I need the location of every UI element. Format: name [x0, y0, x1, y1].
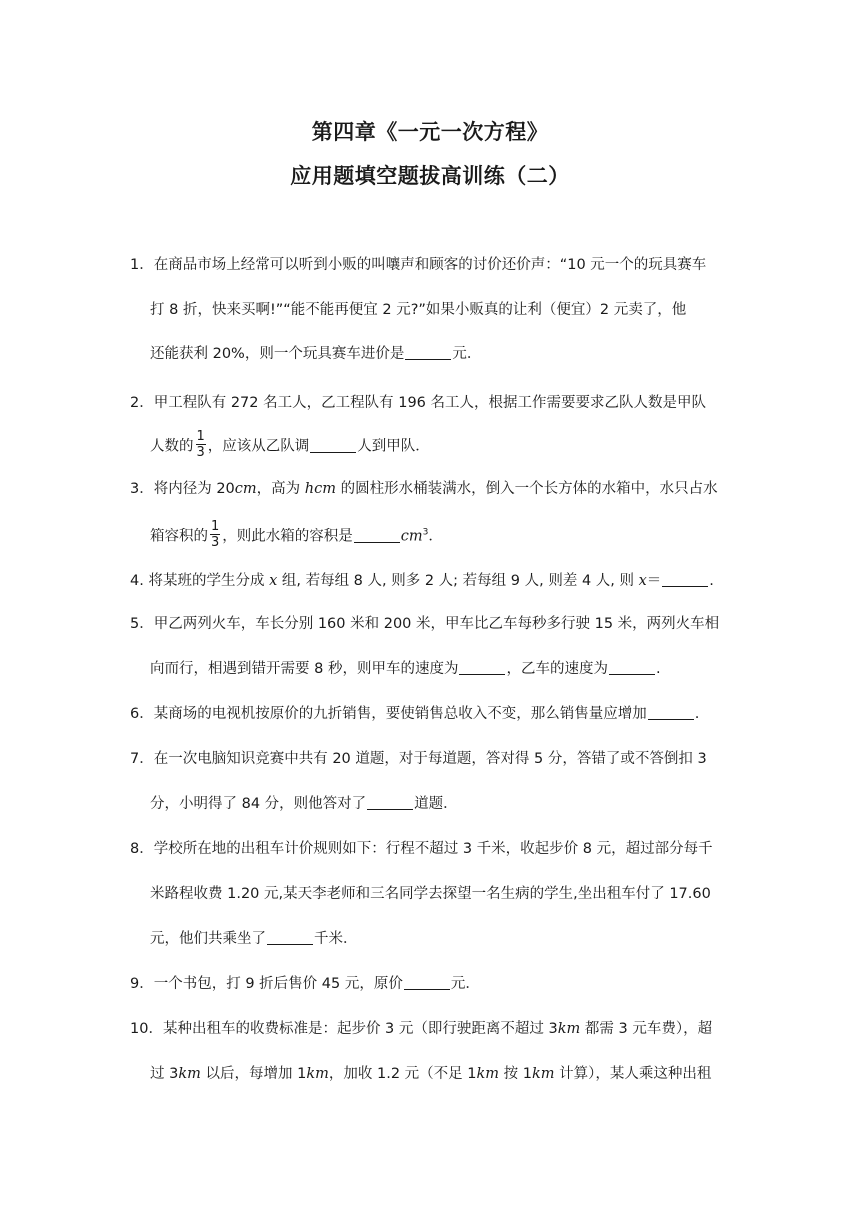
text-span: . [694, 706, 700, 722]
text-span: 还能获利 20%，则一个玩具赛车进价是 [150, 346, 405, 362]
text-span: 3．将内径为 20 [130, 481, 235, 497]
answer-blank[interactable] [405, 345, 451, 360]
unit-text: km [532, 1066, 555, 1082]
question-10-line-1 [130, 1019, 740, 1039]
text-span: 分，小明得了 84 分，则他答对了 [150, 796, 367, 812]
question-10-line-2 [150, 1064, 760, 1084]
fraction-numerator: 1 [211, 519, 220, 534]
answer-blank[interactable] [648, 705, 694, 720]
question-4-line-1 [130, 571, 740, 591]
answer-blank[interactable] [662, 572, 708, 587]
chapter-title: 第四章《一元一次方程》 [311, 120, 549, 144]
text-span: 按 1 [499, 1066, 533, 1082]
variable-text: x [638, 573, 647, 589]
text-span: 元． [450, 976, 480, 992]
question-5-line-2 [150, 659, 760, 679]
text-span: 组, 若每组 8 人, 则多 2 人; 若每组 9 人, 则差 4 人, 则 [277, 573, 639, 589]
fraction [196, 429, 206, 460]
text-span: 元． [452, 346, 482, 362]
unit-text: km [476, 1066, 500, 1082]
text-span: 向而行，相遇到错开需要 8 秒，则甲车的速度为 [150, 661, 459, 677]
question-8-line-1: 8．学校所在地的出租车计价规则如下：行程不超过 3 千米，收起步价 8 元，超过部分每千 [130, 841, 713, 857]
answer-blank[interactable] [267, 930, 313, 945]
text-span: 箱容积的 [150, 528, 208, 545]
answer-blank[interactable] [459, 660, 505, 675]
question-8-line-2: 米路程收费 1.20 元,某天李老师和三名同学去探望一名生病的学生,坐出租车付了 17.60 [150, 886, 711, 902]
fraction-denominator: 3 [196, 445, 205, 460]
unit-text: hcm [304, 481, 336, 497]
text-span: ，加收 1.2 元（不足 1 [328, 1066, 477, 1082]
unit-text: cm [400, 528, 423, 545]
text-span: ，则此水箱的容积是 [222, 528, 353, 545]
variable-text: x [269, 573, 278, 589]
text-span: 千米． [314, 931, 358, 947]
text-span: ． [428, 528, 443, 545]
question-6-line-1 [130, 704, 740, 724]
text-span: ，乙车的速度为 [506, 661, 608, 677]
text-span: . [655, 661, 661, 677]
text-span: 过 3 [150, 1066, 179, 1082]
answer-blank[interactable] [404, 975, 450, 990]
text-span: 道题． [414, 796, 458, 812]
answer-blank[interactable] [367, 795, 413, 810]
superscript: 3 [422, 527, 429, 538]
unit-text: km [557, 1021, 581, 1037]
question-7-line-2 [150, 794, 760, 814]
fraction [210, 519, 220, 550]
text-span: 人数的 [150, 438, 194, 455]
text-span: 的圆柱形水桶装满水，倒入一个长方体的水箱中，水只占水 [336, 481, 718, 497]
text-span: 9．一个书包，打 9 折后售价 45 元，原价 [130, 976, 403, 992]
unit-text: km [306, 1066, 329, 1082]
fraction-numerator: 1 [196, 429, 205, 444]
worksheet-title: 应用题填空题拔高训练（二） [290, 164, 570, 188]
fraction-denominator: 3 [211, 535, 220, 550]
text-span: 以后，每增加 1 [200, 1066, 307, 1082]
unit-text: cm [234, 481, 257, 497]
text-span: ＝ [646, 573, 662, 589]
text-span: 10．某种出租车的收费标准是：起步价 3 元（即行驶距离不超过 3 [130, 1021, 558, 1037]
question-9-line-1 [130, 974, 740, 994]
question-1-line-2: 打 8 折，快来买啊!”“能不能再便宜 2 元?”如果小贩真的让利（便宜）2 元卖了，他 [150, 302, 687, 318]
text-span: ，应该从乙队调 [207, 438, 310, 455]
question-3-line-2 [150, 521, 760, 552]
answer-blank[interactable] [310, 438, 356, 453]
question-5-line-1: 5．甲乙两列火车，车长分别 160 米和 200 米，甲车比乙车每秒多行驶 15 米，两列火车相 [130, 616, 720, 632]
question-1-line-3 [150, 344, 760, 364]
question-8-line-3 [150, 929, 760, 949]
text-span: . [709, 573, 714, 589]
answer-blank[interactable] [354, 528, 400, 543]
unit-text: km [178, 1066, 201, 1082]
text-span: 6．某商场的电视机按原价的九折销售，要使销售总收入不变，那么销售量应增加 [130, 706, 647, 722]
answer-blank[interactable] [609, 660, 655, 675]
question-7-line-1: 7．在一次电脑知识竞赛中共有 20 道题，对于每道题，答对得 5 分，答错了或不答倒扣 3 [130, 751, 707, 767]
text-span: ，高为 [256, 481, 305, 497]
text-span: 都需 3 元车费），超 [580, 1021, 713, 1037]
text-span: 人到甲队． [357, 438, 430, 455]
question-3-line-1 [130, 479, 740, 499]
text-span: 元，他们共乘坐了 [150, 931, 266, 947]
question-1-line-1: 1．在商品市场上经常可以听到小贩的叫嚷声和顾客的讨价还价声：“10 元一个的玩具赛车 [130, 257, 707, 273]
question-2-line-2 [150, 431, 760, 462]
text-span: 4. 将某班的学生分成 [130, 573, 270, 589]
question-2-line-1: 2．甲工程队有 272 名工人，乙工程队有 196 名工人，根据工作需要要求乙队人数是甲队 [130, 395, 707, 411]
text-span: 计算），某人乘这种出租 [554, 1066, 712, 1082]
